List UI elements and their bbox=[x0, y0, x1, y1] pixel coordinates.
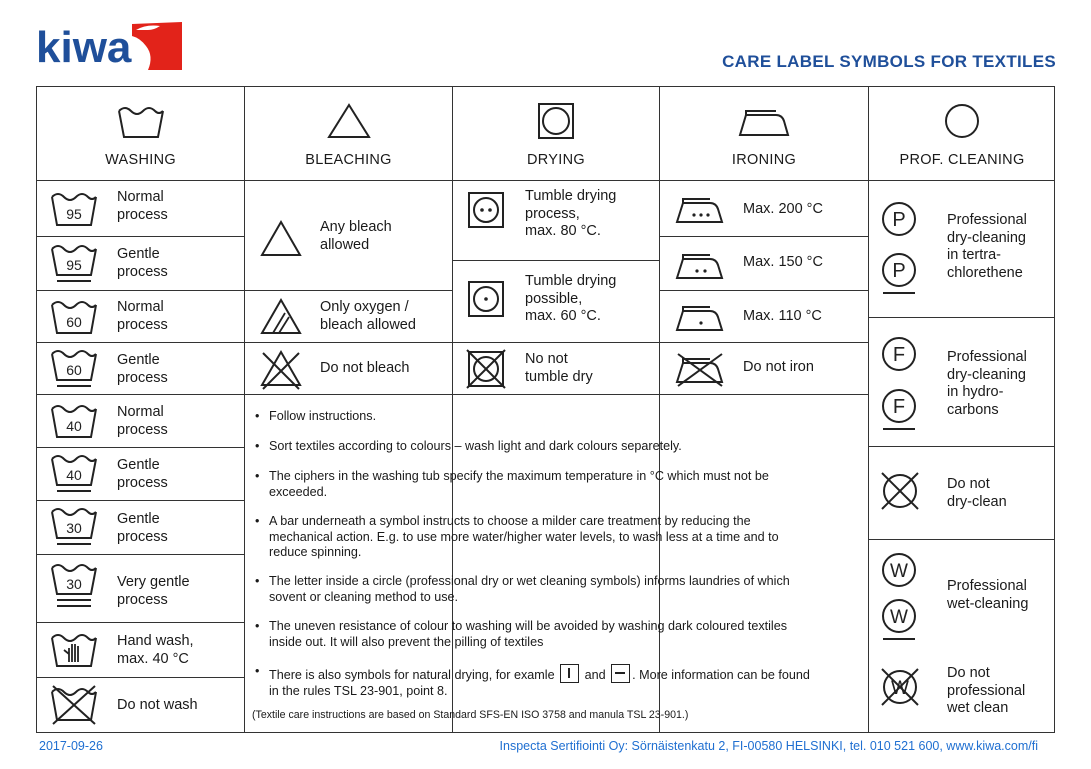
svg-text:P: P bbox=[892, 260, 906, 282]
note-item: • The letter inside a circle (professional dry or wet cleaning symbols) informs laundries of which sovent or cleaning method to use. bbox=[255, 574, 790, 604]
svg-text:60: 60 bbox=[66, 362, 82, 378]
washing-label: Gentle process bbox=[117, 352, 168, 386]
svg-text:F: F bbox=[892, 396, 906, 418]
svg-text:95: 95 bbox=[66, 206, 82, 222]
do-not-wash-icon bbox=[49, 682, 99, 728]
drying-row-80 bbox=[453, 181, 659, 260]
wash-tub-bar-icon bbox=[49, 504, 99, 550]
header-ironing bbox=[660, 87, 868, 181]
washing-row-60-normal bbox=[37, 291, 244, 342]
svg-text:W: W bbox=[890, 607, 908, 628]
header-label: IRONING bbox=[731, 152, 797, 168]
note-item: • The uneven resistance of colour to washing will be avoided by washing dark coloured textiles inside out. It will also prevent the pilling of textiles bbox=[255, 619, 788, 649]
logo-text: kiwa bbox=[36, 23, 132, 72]
footer-date: 2017-09-26 bbox=[39, 739, 103, 753]
do-not-iron-icon bbox=[672, 350, 728, 388]
drying-label: Tumble drying process, max. 80 °C. bbox=[525, 188, 617, 239]
header-label: DRYING bbox=[527, 152, 585, 168]
header-bleaching bbox=[245, 87, 452, 181]
prof-row-w bbox=[869, 540, 1055, 733]
header-drying bbox=[453, 87, 659, 181]
bleaching-label: Do not bleach bbox=[320, 360, 410, 376]
svg-text:95: 95 bbox=[66, 257, 82, 273]
washing-row-40-normal bbox=[37, 395, 244, 447]
svg-text:F: F bbox=[892, 344, 906, 366]
note-item: • Sort textiles according to colours – wash light and dark colours separetely. bbox=[255, 439, 682, 453]
wash-tub-bar-icon bbox=[49, 346, 99, 392]
prof-row-do-not-dry-clean bbox=[869, 447, 1055, 539]
dry-clean-f-icon bbox=[880, 335, 918, 373]
wash-tub-bar-icon bbox=[49, 241, 99, 287]
note-item: • Follow instructions. bbox=[255, 409, 377, 423]
wash-tub-icon bbox=[49, 399, 99, 443]
bleaching-label: Any bleach allowed bbox=[320, 219, 392, 253]
svg-text:30: 30 bbox=[66, 576, 82, 592]
dry-clean-p-icon bbox=[880, 200, 918, 238]
svg-text:40: 40 bbox=[66, 418, 82, 434]
ironing-label: Do not iron bbox=[743, 359, 814, 375]
wash-tub-double-bar-icon bbox=[49, 560, 99, 614]
washing-label: Hand wash, max. 40 °C bbox=[117, 633, 194, 667]
svg-text:W: W bbox=[891, 678, 909, 699]
washing-row-95-normal bbox=[37, 181, 244, 236]
svg-text:P: P bbox=[892, 209, 906, 231]
care-label-table bbox=[36, 86, 1055, 733]
wash-tub-icon bbox=[115, 101, 167, 141]
washing-label: Normal process bbox=[117, 189, 168, 223]
do-not-tumble-dry-icon bbox=[465, 348, 507, 390]
prof-cleaning-circle-icon bbox=[942, 101, 982, 141]
ironing-row-200 bbox=[660, 181, 868, 236]
washing-label: Do not wash bbox=[117, 697, 198, 713]
washing-label: Gentle process bbox=[117, 457, 168, 491]
washing-label: Gentle process bbox=[117, 246, 168, 280]
iron-two-dots-icon bbox=[674, 251, 726, 281]
washing-label: Normal process bbox=[117, 404, 168, 438]
washing-row-40-gentle bbox=[37, 448, 244, 500]
note-item: • A bar underneath a symbol instructs to choose a milder care treatment by reducing the mechanical action. E.g. to use more water/higher water levels, to wash less at a time and to reduce spinning. bbox=[255, 514, 779, 559]
oxygen-bleach-icon bbox=[259, 297, 303, 337]
bleaching-label: Only oxygen / bleach allowed bbox=[320, 299, 416, 333]
header-label: PROF. CLEANING bbox=[899, 152, 1025, 168]
do-not-wet-clean-icon bbox=[878, 665, 922, 709]
dry-clean-f-bar-icon bbox=[880, 387, 918, 433]
page-title: CARE LABEL SYMBOLS FOR TEXTILES bbox=[722, 52, 1056, 71]
footer-address: Inspecta Sertifiointi Oy: Sörnäistenkatu 2, FI-00580 HELSINKI, tel. 010 521 600, www.kiwa.com/fi bbox=[499, 739, 1038, 753]
prof-cleaning-label: Do not dry-clean bbox=[947, 476, 1007, 510]
header-label: BLEACHING bbox=[305, 152, 392, 168]
note-item: • The ciphers in the washing tub specify the maximum temperature in °C which must not be exceeded. bbox=[255, 469, 769, 499]
tumble-dry-icon bbox=[536, 101, 576, 141]
wet-clean-w-icon bbox=[880, 551, 918, 589]
prof-cleaning-label: Professional dry-cleaning in hydro- carbons bbox=[947, 349, 1027, 418]
ironing-row-110 bbox=[660, 291, 868, 342]
drying-row-do-not bbox=[453, 343, 659, 394]
footnote: (Textile care instructions are based on Standard SFS-EN ISO 3758 and manula TSL 23-901.) bbox=[252, 709, 689, 721]
drying-label: No not tumble dry bbox=[525, 351, 593, 385]
washing-row-30-gentle bbox=[37, 501, 244, 554]
drying-row-60 bbox=[453, 261, 659, 342]
bleach-row-do-not bbox=[245, 343, 452, 394]
tumble-dry-one-dot-icon bbox=[467, 280, 505, 318]
hand-wash-icon bbox=[49, 628, 99, 672]
wet-clean-w-bar-icon bbox=[880, 597, 918, 643]
tumble-dry-two-dots-icon bbox=[467, 191, 505, 229]
do-not-bleach-icon bbox=[259, 347, 303, 391]
ironing-label: Max. 110 °C bbox=[743, 308, 822, 324]
header-label: WASHING bbox=[105, 152, 176, 168]
prof-row-f bbox=[869, 318, 1055, 446]
ironing-row-150 bbox=[660, 237, 868, 290]
prof-cleaning-label: Do not professional wet clean bbox=[947, 665, 1026, 716]
wash-tub-icon bbox=[49, 187, 99, 231]
do-not-dry-clean-icon bbox=[878, 469, 922, 513]
dry-clean-p-bar-icon bbox=[880, 251, 918, 297]
header-washing bbox=[37, 87, 244, 181]
ironing-label: Max. 200 °C bbox=[743, 201, 823, 217]
header-prof-cleaning bbox=[869, 87, 1055, 181]
washing-row-95-gentle bbox=[37, 237, 244, 290]
iron-icon bbox=[736, 101, 792, 141]
svg-text:W: W bbox=[890, 561, 908, 582]
prof-cleaning-label: Professional wet-cleaning bbox=[947, 578, 1029, 612]
washing-label: Very gentle process bbox=[117, 574, 190, 608]
washing-row-30-very-gentle bbox=[37, 555, 244, 622]
bleach-row-any bbox=[245, 181, 452, 290]
washing-row-60-gentle bbox=[37, 343, 244, 394]
washing-label: Normal process bbox=[117, 299, 168, 333]
ironing-row-do-not bbox=[660, 343, 868, 394]
ironing-label: Max. 150 °C bbox=[743, 254, 823, 270]
bleach-row-oxygen bbox=[245, 291, 452, 342]
bleach-triangle-icon bbox=[259, 219, 303, 259]
flat-dry-horizontal-icon bbox=[611, 664, 630, 683]
prof-row-p bbox=[869, 181, 1055, 317]
bleach-triangle-icon bbox=[326, 101, 372, 141]
drying-label: Tumble drying possible, max. 60 °C. bbox=[525, 273, 617, 324]
line-dry-vertical-icon bbox=[560, 664, 579, 683]
wash-tub-bar-icon bbox=[49, 451, 99, 497]
wash-tub-icon bbox=[49, 295, 99, 339]
svg-text:60: 60 bbox=[66, 314, 82, 330]
prof-cleaning-label: Professional dry-cleaning in tertra- chlorethene bbox=[947, 212, 1027, 281]
washing-row-hand-wash bbox=[37, 623, 244, 677]
svg-text:30: 30 bbox=[66, 520, 82, 536]
iron-one-dot-icon bbox=[674, 303, 726, 333]
kiwa-logo bbox=[36, 16, 186, 76]
washing-row-do-not-wash bbox=[37, 678, 244, 733]
svg-text:40: 40 bbox=[66, 467, 82, 483]
washing-label: Gentle process bbox=[117, 511, 168, 545]
note-item: • There is also symbols for natural drying, for examle and . More information can be found in the rules TSL 23-901, point 8. bbox=[255, 664, 810, 698]
iron-three-dots-icon bbox=[674, 195, 726, 225]
